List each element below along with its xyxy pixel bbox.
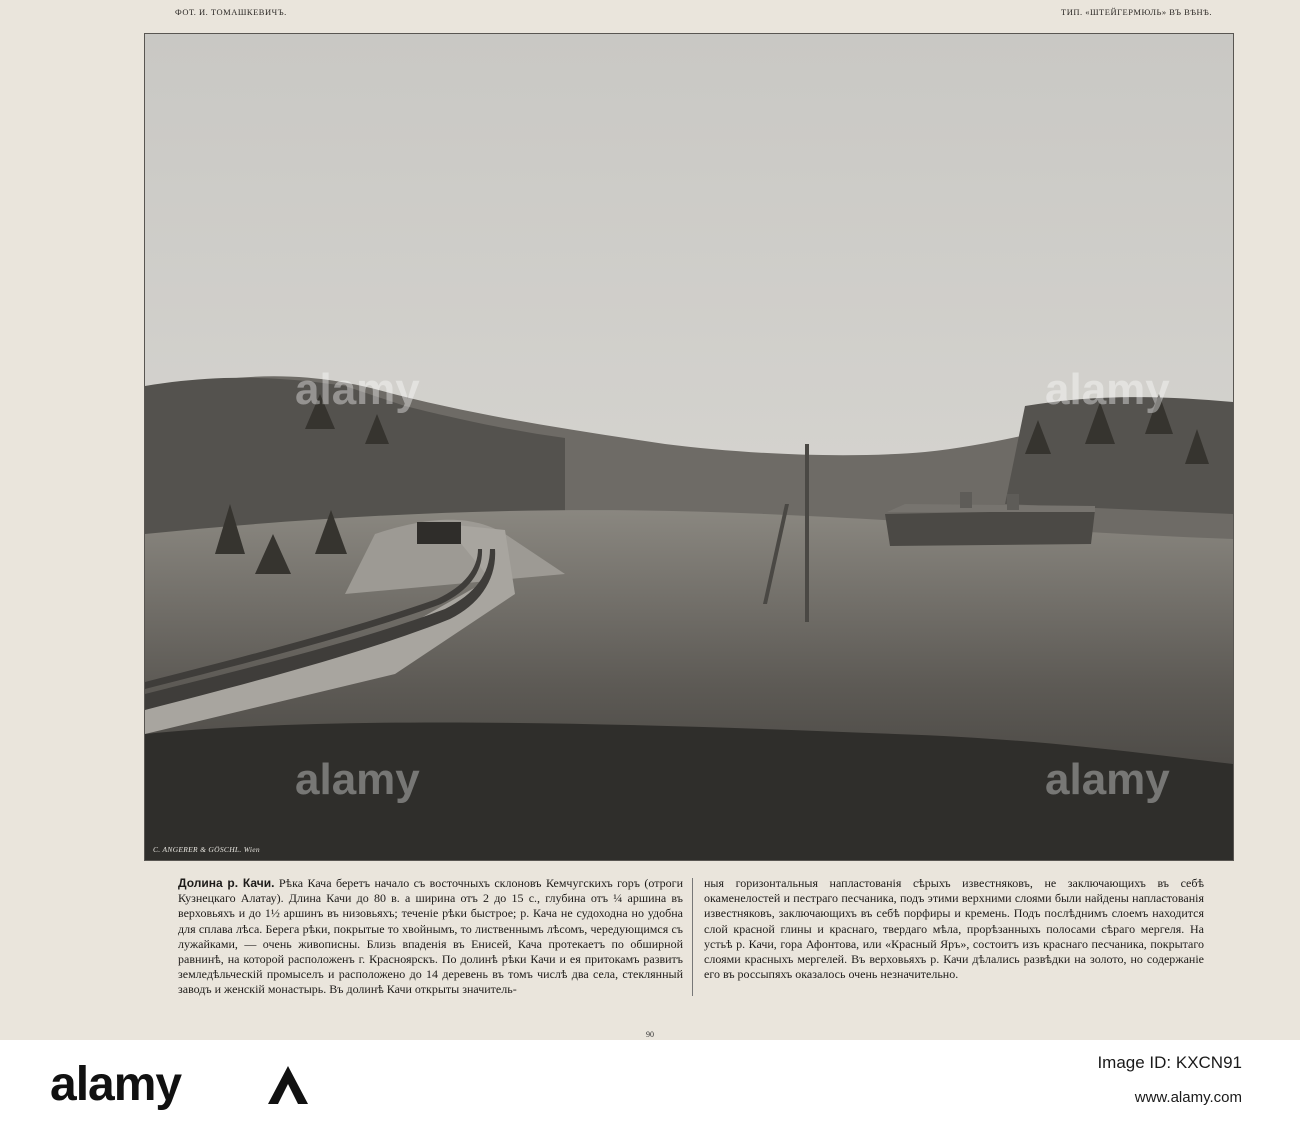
photographer-credit: ФОТ. И. ТОМАШКЕВИЧЪ. [175, 7, 287, 17]
page-number: 90 [646, 1030, 654, 1039]
stock-url[interactable]: www.alamy.com [1134, 1089, 1242, 1106]
caption-text-2: ныя горизонтальныя напластованія сѣрыхъ известняковъ, не заключающихъ въ себѣ окаменелостей и пестраго песчаника, подъ этими верхними слоями были найдены напластованія известняковъ, заключающихъ въ себѣ порфиры и кремень. Подъ послѣднимъ слоемъ находится слой красной глины и краснаго, твердаго мѣла, прорѣзанныхъ полосами сѣраго мергеля. На устьѣ р. Качи, гора Афонтова, или «Красный Яръ», состоитъ изъ краснаго песчаника, покрытаго слоями красныхъ мергелей. Въ верховьяхъ р. Качи дѣлались развѣдки на золото, но содержаніе его въ россыпяхъ оказалось очень незначительно. [704, 876, 1204, 982]
column-divider [692, 878, 693, 996]
alamy-a-icon [262, 1060, 314, 1112]
watermark-top-right: alamy [1045, 365, 1170, 414]
engraver-credit: C. ANGERER & GÖSCHL. Wien [153, 845, 260, 854]
caption-column-2 [704, 876, 1204, 982]
printer-credit: ТИП. «ШТЕЙГЕРМЮЛЬ» ВЪ ВѢНѢ. [1061, 7, 1212, 17]
caption-title: Долина р. Качи. [178, 876, 275, 890]
landscape-photograph [144, 33, 1234, 861]
watermark-bottom-right: alamy [1045, 755, 1170, 804]
caption-column-1 [178, 876, 683, 998]
valley-landscape-image [145, 34, 1233, 860]
image-id: Image ID: KXCN91 [1097, 1053, 1242, 1072]
caption-text-1: Рѣка Кача беретъ начало съ восточныхъ склоновъ Кемчугскихъ горъ (отроги Кузнецкаго Алатау). Длина Качи до 80 в. а ширина отъ 2 до 15 с., глубина отъ ¼ аршина въ верховьяхъ и до 1½ аршинъ въ низовьяхъ; теченіе рѣки быстрое; р. Кача не судоходна но удобна для сплава лѣса. Берега рѣки, покрытые то хвойнымъ, то лиственнымъ лѣсомъ, чередующимся съ лужайками, — очень живописны. Близь впаденія въ Енисей, Кача протекаетъ по обширной равнинѣ, на которой расположенъ г. Красноярскъ. По долинѣ рѣки Качи и ея притокамъ развитъ земледѣльческій промыселъ и расположено до 14 деревень въ томъ числѣ два села, стеклянный заводъ и женскій монастырь. Въ долинѣ Качи открыты значитель- [178, 876, 684, 997]
watermark-bottom-left: alamy [295, 755, 420, 804]
alamy-logo[interactable]: alamy [50, 1058, 182, 1111]
watermark-top-left: alamy [295, 365, 420, 414]
